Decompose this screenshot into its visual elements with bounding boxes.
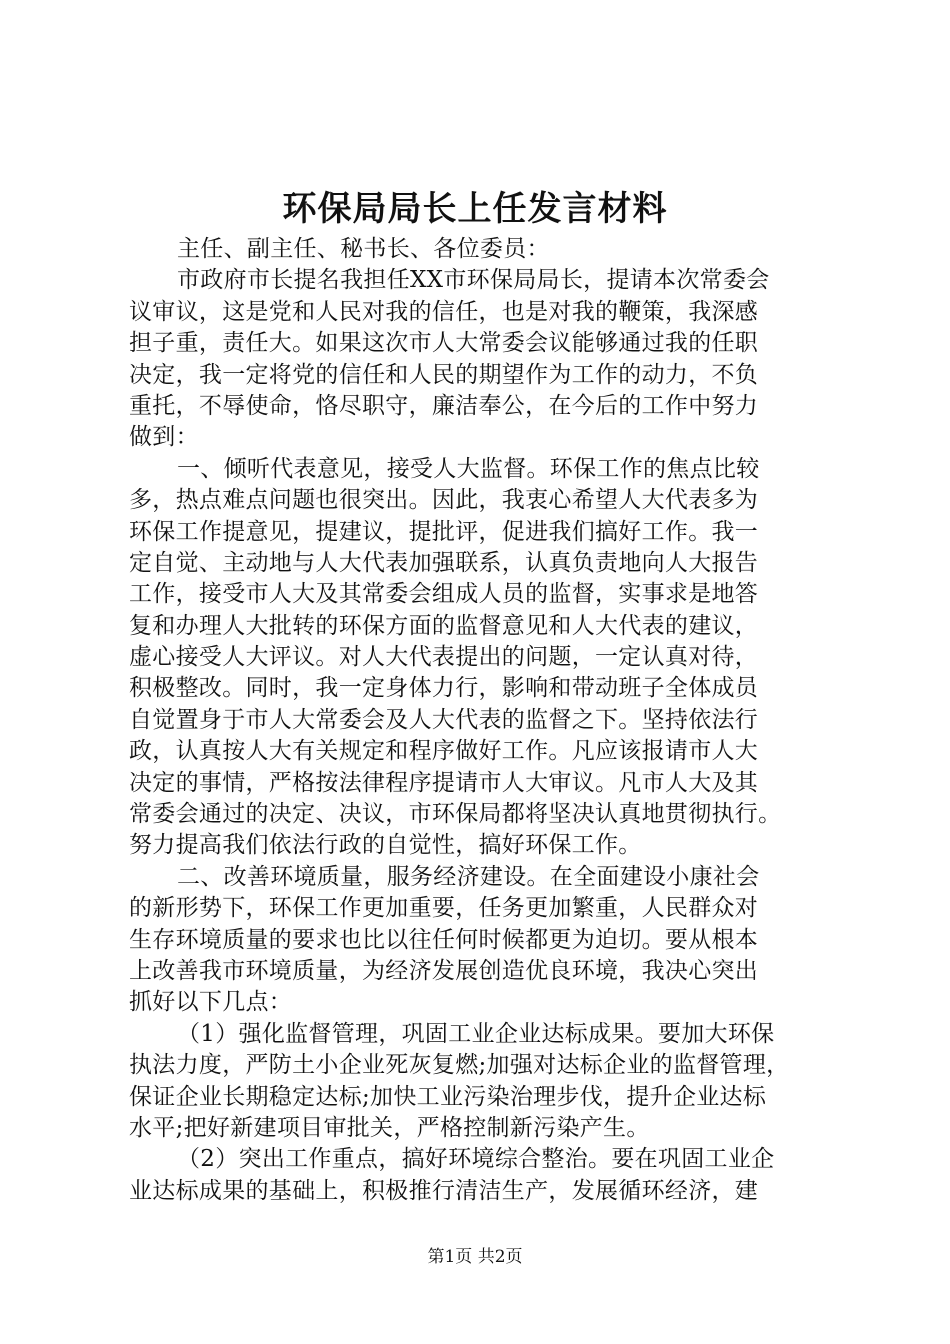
page-footer: 第1页 共2页 (427, 1247, 523, 1267)
body-line: 工作，接受市人大及其常委会组成人员的监督，实事求是地答 (129, 581, 759, 608)
body-line: 上改善我市环境质量，为经济发展创造优良环境，我决心突出 (129, 957, 759, 984)
body-line: 保证企业长期稳定达标;加快工业污染治理步伐，提升企业达标 (129, 1083, 767, 1110)
body-line: 自觉置身于市人大常委会及人大代表的监督之下。坚持依法行 (129, 706, 759, 733)
body-line: 的新形势下，环保工作更加重要，任务更加繁重，人民群众对 (129, 895, 759, 922)
body-line: 政，认真按人大有关规定和程序做好工作。凡应该报请市人大 (129, 738, 759, 765)
body-line: 多，热点难点问题也很突出。因此，我衷心希望人大代表多为 (129, 487, 759, 514)
body-line: 市政府市长提名我担任XX市环保局局长，提请本次常委会 (177, 267, 770, 294)
body-line: 做到： (129, 424, 199, 451)
body-line: 一、倾听代表意见，接受人大监督。环保工作的焦点比较 (177, 455, 760, 482)
body-line: 担子重，责任大。如果这次市人大常委会议能够通过我的任职 (129, 330, 759, 357)
body-line: 积极整改。同时，我一定身体力行，影响和带动班子全体成员 (129, 675, 759, 702)
body-line: 执法力度，严防土小企业死灰复燃;加强对达标企业的监督管理， (129, 1052, 790, 1079)
body-line: 定自觉、主动地与人大代表加强联系，认真负责地向人大报告 (129, 549, 759, 576)
body-line: 议审议，这是党和人民对我的信任，也是对我的鞭策，我深感 (129, 298, 759, 325)
body-line: 主任、副主任、秘书长、各位委员： (177, 236, 550, 262)
body-line: 重托，不辱使命，恪尽职守，廉洁奉公，在今后的工作中努力 (129, 392, 759, 419)
body-line: 常委会通过的决定、决议，市环保局都将坚决认真地贯彻执行。 (129, 801, 782, 828)
body-line: （2）突出工作重点，搞好环境综合整治。要在巩固工业企 (177, 1146, 775, 1173)
body-line: 业达标成果的基础上，积极推行清洁生产，发展循环经济，建 (129, 1177, 759, 1204)
body-line: 生存环境质量的要求也比以往任何时候都更为迫切。要从根本 (129, 926, 759, 953)
body-line: 抓好以下几点： (129, 989, 293, 1016)
body-line: 环保工作提意见，提建议，提批评，促进我们搞好工作。我一 (129, 518, 759, 545)
document-title: 环保局局长上任发言材料 (282, 189, 668, 229)
body-line: 虚心接受人大评议。对人大代表提出的问题，一定认真对待， (129, 644, 759, 671)
body-line: 二、改善环境质量，服务经济建设。在全面建设小康社会 (177, 863, 760, 890)
document-body (129, 234, 829, 1207)
body-line: （1）强化监督管理，巩固工业企业达标成果。要加大环保 (177, 1020, 775, 1047)
body-line: 决定的事情，严格按法律程序提请市人大审议。凡市人大及其 (129, 769, 759, 796)
body-line: 决定，我一定将党的信任和人民的期望作为工作的动力，不负 (129, 361, 759, 388)
body-line: 复和办理人大批转的环保方面的监督意见和人大代表的建议， (129, 612, 759, 639)
body-line: 努力提高我们依法行政的自觉性，搞好环保工作。 (129, 832, 642, 859)
body-line: 水平;把好新建项目审批关，严格控制新污染产生。 (129, 1114, 650, 1141)
